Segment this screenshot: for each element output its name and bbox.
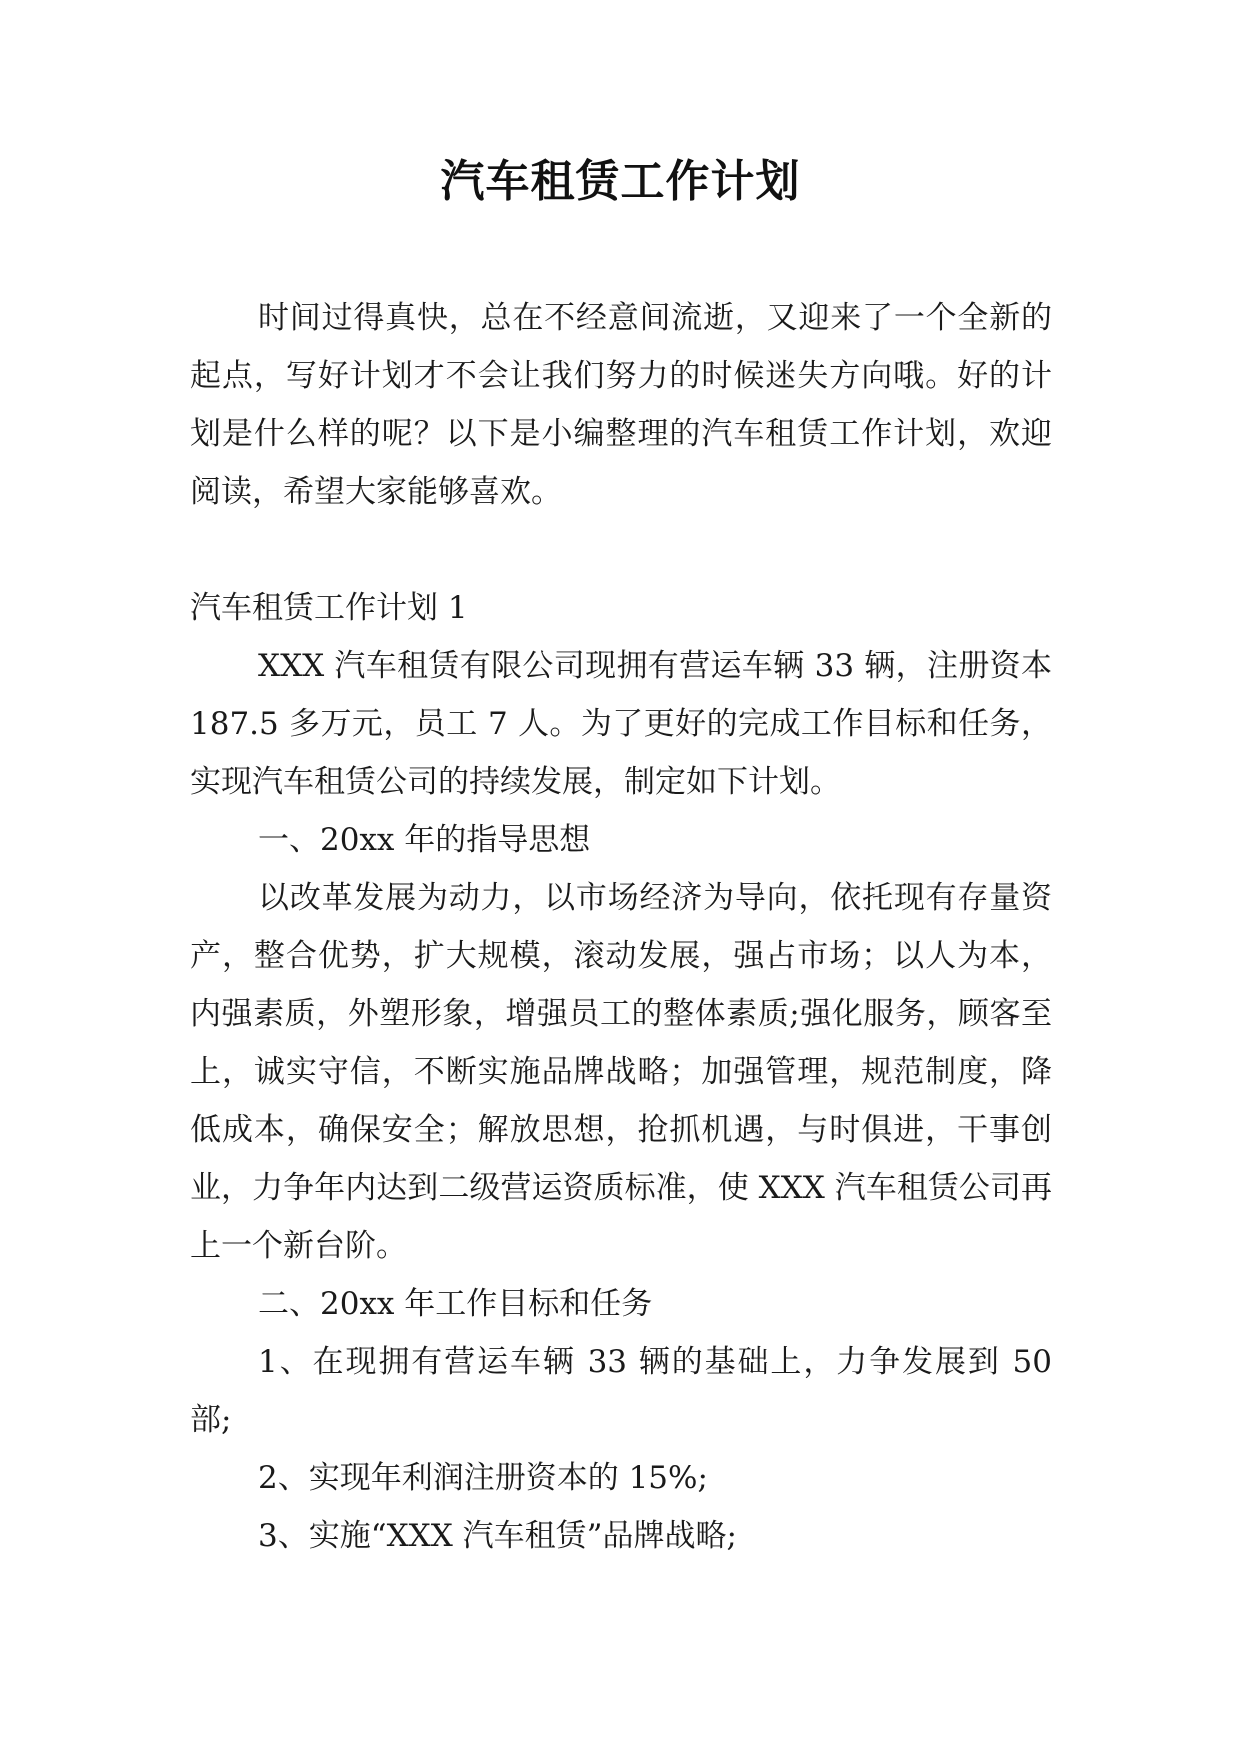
guiding-principle-heading: 一、20xx 年的指导思想 [258, 822, 591, 858]
document-body [190, 289, 1052, 1565]
goal-item-3: 3、实施“XXX 汽车租赁”品牌战略; [258, 1518, 737, 1554]
guiding-principle-paragraph: 以改革发展为动力，以市场经济为导向，依托现有存量资产，整合优势，扩大规模，滚动发展，强占市场；以人为本，内强素质，外塑形象，增强员工的整体素质;强化服务，顾客至上，诚实守信，不断实施品牌战略；加强管理，规范制度，降低成本，确保安全；解放思想，抢抓机遇，与时俱进，干事创业，力争年内达到二级营运资质标准，使 XXX 汽车租赁公司再上一个新台阶。 [190, 880, 1052, 1264]
document-title: 汽车租赁工作计划 [440, 156, 801, 207]
section-title: 汽车租赁工作计划 1 [190, 590, 468, 626]
spacer [190, 521, 1052, 579]
goal-item-2: 2、实现年利润注册资本的 15%; [258, 1460, 708, 1496]
company-overview-paragraph: XXX 汽车租赁有限公司现拥有营运车辆 33 辆，注册资本 187.5 多万元，员工 7 人。为了更好的完成工作目标和任务，实现汽车租赁公司的持续发展，制定如下计划。 [190, 648, 1052, 800]
goals-heading: 二、20xx 年工作目标和任务 [258, 1286, 653, 1322]
goal-item-1: 1、在现拥有营运车辆 33 辆的基础上，力争发展到 50 部; [190, 1344, 1052, 1438]
intro-paragraph: 时间过得真快，总在不经意间流逝，又迎来了一个全新的起点，写好计划才不会让我们努力的时候迷失方向哦。好的计划是什么样的呢？以下是小编整理的汽车租赁工作计划，欢迎阅读，希望大家能够喜欢。 [190, 300, 1052, 510]
